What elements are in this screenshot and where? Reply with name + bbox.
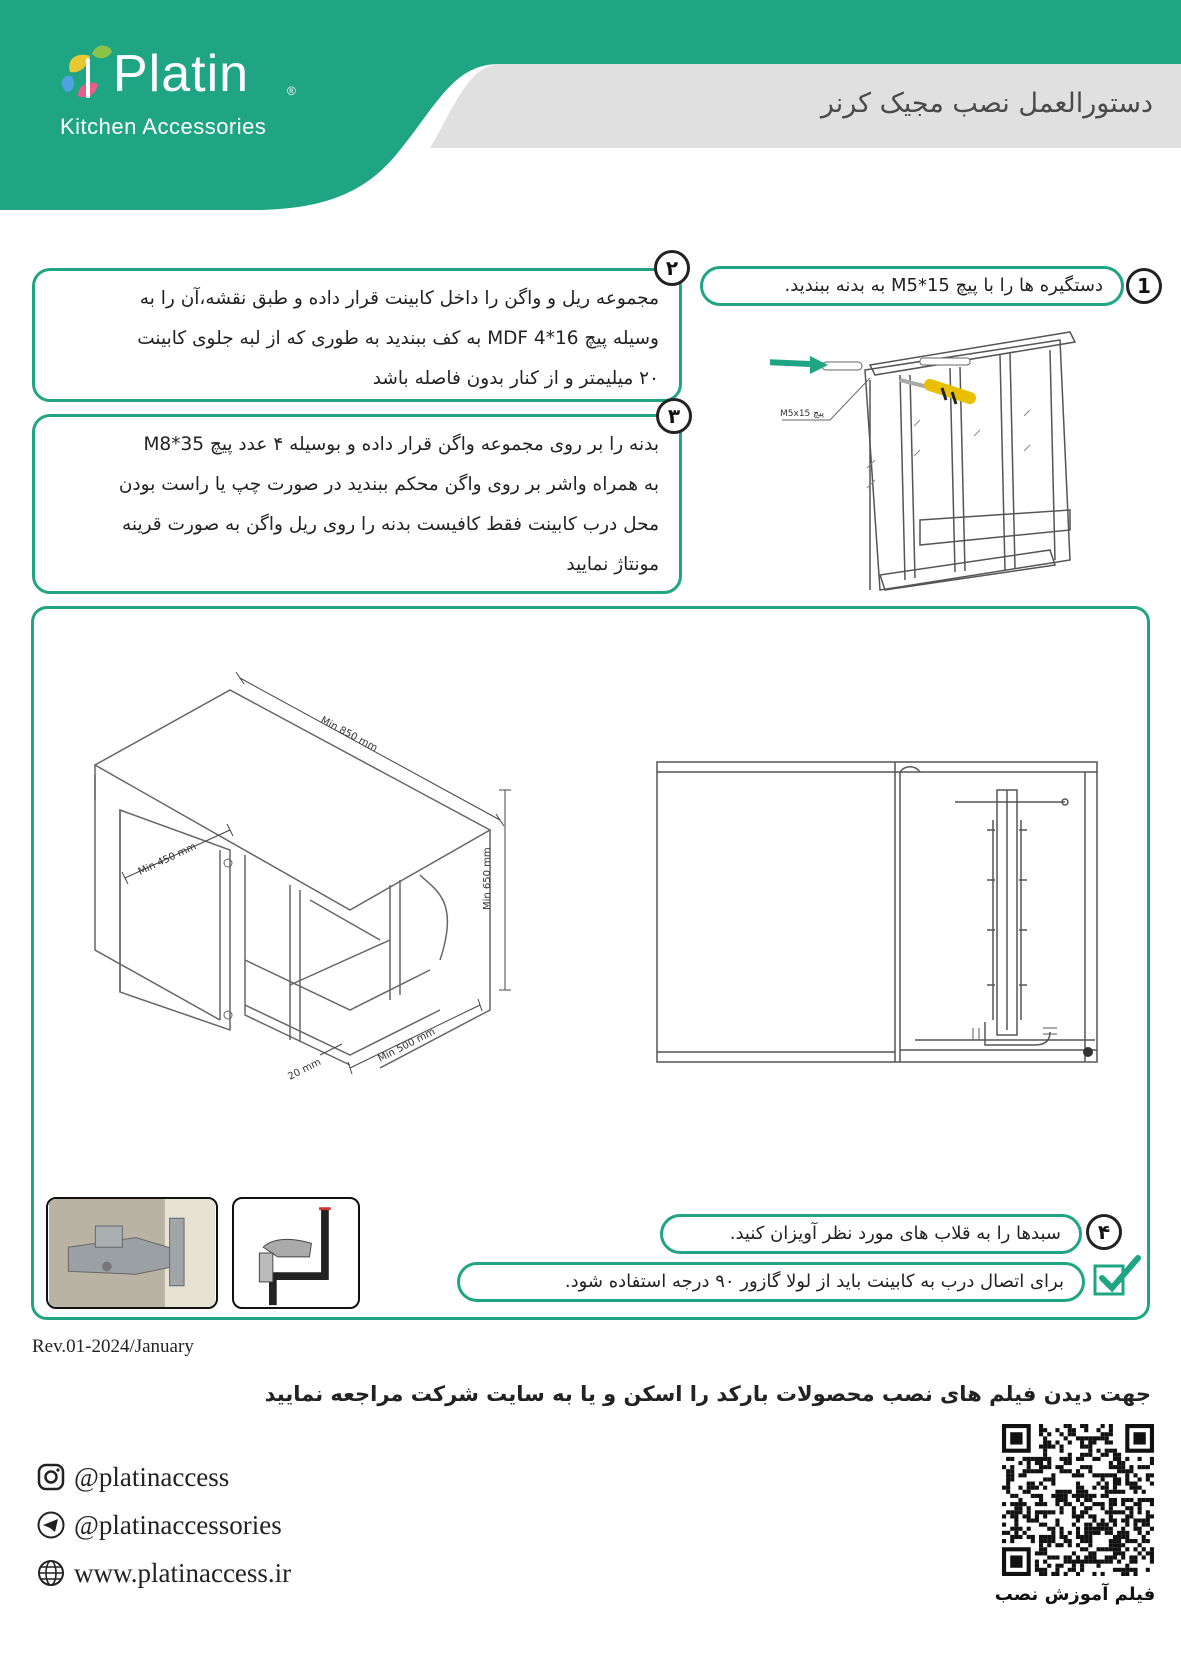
revision-label: Rev.01-2024/January [32, 1336, 194, 1357]
step-4-text: سبدها را به قلاب های مورد نظر آویزان کنید. [729, 1223, 1061, 1244]
note-text: برای اتصال درب به کابینت باید از لولا گازور ۹۰ درجه استفاده شود. [564, 1271, 1064, 1292]
qr-code[interactable] [1002, 1424, 1154, 1576]
qr-caption: فیلم آموزش نصب [994, 1584, 1156, 1605]
cabinet-dimensions-drawing [80, 660, 560, 1140]
brand-name: Platin [113, 45, 250, 103]
step-2-number: ۲ [654, 250, 690, 286]
step-2-line: مجموعه ریل و واگن را داخل کابینت قرار داده و طبق نقشه،آن را به [139, 288, 659, 309]
step-3-line: محل درب کابینت فقط کافیست بدنه را روی ریل واگن به صورت قرینه [121, 514, 659, 535]
hinge-diagram [232, 1197, 360, 1309]
telegram-handle: @platinaccessories [74, 1509, 282, 1540]
step-3-line: بدنه را بر روی مجموعه واگن قرار داده و بوسیله ۴ عدد پیچ M8*35 [143, 434, 659, 455]
instagram-icon [36, 1462, 66, 1492]
step-1-text: دستگیره ها را با پیچ M5*15 به بدنه ببندید. [784, 275, 1103, 296]
dim-850-label: Min 850 mm [318, 714, 380, 755]
hinge-photo [46, 1197, 218, 1309]
step-2-line: ۲۰ میلیمتر و از کنار بدون فاصله باشد [372, 368, 659, 389]
checkmark-icon [1092, 1254, 1144, 1298]
dim-500-label: Min 500 mm [376, 1026, 438, 1065]
document-title: دستورالعمل نصب مجیک کرنر [820, 88, 1153, 119]
brand-tagline: Kitchen Accessories [60, 114, 267, 139]
telegram-contact[interactable] [36, 1508, 282, 1542]
step-2-box [32, 268, 682, 402]
step-1-number: 1 [1126, 268, 1162, 304]
scan-instruction: جهت دیدن فیلم های نصب محصولات بارکد را اسکن و یا به سایت شرکت مراجعه نمایید [264, 1382, 1151, 1406]
handle-install-drawing [770, 320, 1090, 600]
dim-650-label: Min 650 mm [482, 847, 493, 910]
instagram-handle: @platinaccess [74, 1461, 230, 1492]
step-1-box [700, 266, 1124, 306]
step-3-line: به همراه واشر بر روی واگن محکم ببندید در صورت چپ یا راست بودن [118, 474, 659, 495]
website-url: www.platinaccess.ir [74, 1557, 292, 1588]
step-3-box [32, 414, 682, 594]
registered-mark: ® [287, 84, 296, 98]
step-3-number: ۳ [656, 398, 692, 434]
step-4-box [660, 1214, 1082, 1254]
step-2-line: وسیله پیچ MDF 4*16 به کف ببندید به طوری که از لبه جلوی کابینت [137, 328, 659, 349]
website-contact[interactable] [36, 1556, 291, 1590]
dim-450-label: Min 450 mm [136, 841, 199, 878]
step-3-line: مونتاژ نمایید [566, 554, 659, 575]
instagram-contact[interactable] [36, 1460, 229, 1494]
dim-20-label: 20 mm [286, 1056, 323, 1083]
cabinet-front-view-drawing [655, 760, 1105, 1070]
note-box [457, 1262, 1085, 1302]
step-4-number: ۴ [1086, 1214, 1122, 1250]
globe-icon [36, 1558, 66, 1588]
telegram-icon [36, 1510, 66, 1540]
screw-label: M5x15 پیچ [780, 409, 825, 419]
